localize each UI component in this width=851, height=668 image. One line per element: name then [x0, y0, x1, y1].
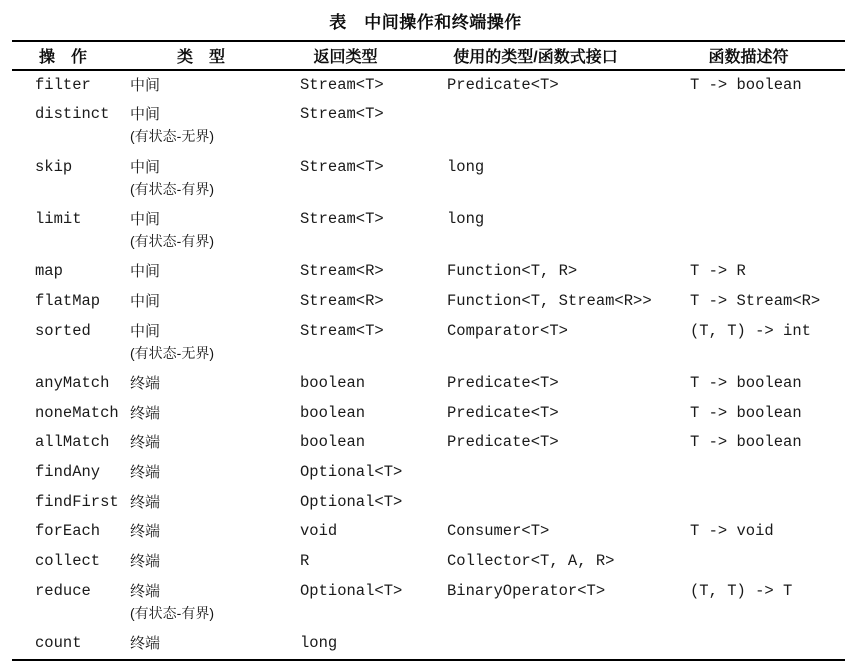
cell-functional-interface: Predicate<T> [447, 433, 559, 452]
cell-type [130, 321, 300, 366]
cell-functional-interface: Predicate<T> [447, 403, 559, 422]
cell-operation: skip [35, 157, 73, 176]
type-label: 中间 [130, 293, 161, 311]
cell-return-type: boolean [300, 374, 366, 393]
cell-return-type: Stream<R> [300, 262, 384, 281]
header-cell-functional-interface: 使用的类型/函数式接口 [453, 49, 618, 67]
type-label: 终端 [130, 375, 161, 393]
cell-functional-interface: Collector<T, A, R> [447, 552, 615, 571]
cell-functional-interface: long [447, 157, 485, 176]
table-body [12, 71, 845, 659]
cell-type [130, 551, 300, 572]
cell-return-type: boolean [300, 403, 366, 422]
table-row [12, 100, 845, 152]
header-cell-operation: 操 作 [38, 49, 87, 67]
type-note: (有状态-无界) [130, 344, 214, 361]
cell-return-type: long [300, 634, 338, 653]
header-cell-return-type: 返回类型 [313, 49, 378, 67]
cell-type [130, 633, 300, 654]
table-row [12, 428, 845, 458]
table-row [12, 399, 845, 429]
cell-functional-interface: Function<T, Stream<R>> [447, 292, 652, 311]
cell-type [130, 75, 300, 96]
cell-return-type: Optional<T> [300, 581, 403, 600]
table-row [12, 577, 845, 629]
cell-operation: forEach [35, 522, 101, 541]
type-note: (有状态-有界) [130, 233, 214, 250]
type-label: 中间 [130, 158, 161, 176]
type-label: 终端 [130, 582, 161, 600]
header-cell-function-descriptor: 函数描述符 [708, 49, 789, 67]
table-row [12, 629, 845, 659]
cell-return-type: Stream<T> [300, 157, 384, 176]
cell-return-type: Stream<T> [300, 210, 384, 229]
type-label: 终端 [130, 404, 161, 422]
table-row [12, 257, 845, 287]
cell-type [130, 521, 300, 542]
cell-operation: filter [35, 75, 91, 94]
table-header-row [12, 42, 845, 69]
cell-function-descriptor: T -> Stream<R> [690, 292, 821, 311]
table-title: 表 中间操作和终端操作 [329, 13, 522, 32]
cell-operation: map [35, 262, 63, 281]
cell-function-descriptor: T -> boolean [690, 403, 802, 422]
table-row [12, 71, 845, 101]
type-label: 终端 [130, 553, 161, 571]
cell-return-type: Optional<T> [300, 492, 403, 511]
table-row [12, 488, 845, 518]
header-cell-type: 类 型 [176, 49, 225, 67]
cell-functional-interface: Comparator<T> [447, 321, 568, 340]
cell-operation: collect [35, 552, 101, 571]
cell-type [130, 492, 300, 513]
table-row [12, 205, 845, 257]
cell-operation: anyMatch [35, 374, 110, 393]
cell-function-descriptor: (T, T) -> T [690, 581, 793, 600]
cell-operation: findFirst [35, 492, 119, 511]
cell-functional-interface: Predicate<T> [447, 374, 559, 393]
cell-function-descriptor: T -> boolean [690, 75, 802, 94]
cell-return-type: Stream<T> [300, 105, 384, 124]
cell-operation: noneMatch [35, 403, 119, 422]
cell-type [130, 432, 300, 453]
cell-operation: sorted [35, 321, 91, 340]
cell-operation: allMatch [35, 433, 110, 452]
type-label: 中间 [130, 263, 161, 281]
cell-operation: limit [35, 210, 82, 229]
cell-return-type: Stream<T> [300, 321, 384, 340]
table-row [12, 369, 845, 399]
cell-type [130, 462, 300, 483]
type-label: 终端 [130, 635, 161, 653]
table-row [12, 153, 845, 205]
cell-functional-interface: Consumer<T> [447, 522, 550, 541]
type-label: 终端 [130, 493, 161, 511]
cell-function-descriptor: T -> boolean [690, 433, 802, 452]
type-note: (有状态-无界) [130, 128, 214, 145]
cell-type [130, 373, 300, 394]
type-label: 终端 [130, 464, 161, 482]
cell-type [130, 261, 300, 282]
table-row [12, 458, 845, 488]
table-row [12, 287, 845, 317]
cell-type [130, 581, 300, 626]
stream-operations-table [12, 40, 845, 661]
cell-return-type: boolean [300, 433, 366, 452]
cell-functional-interface: long [447, 210, 485, 229]
type-label: 中间 [130, 322, 161, 340]
cell-functional-interface: Predicate<T> [447, 75, 559, 94]
cell-type [130, 209, 300, 254]
table-row [12, 547, 845, 577]
cell-type [130, 291, 300, 312]
table-row [12, 517, 845, 547]
type-label: 终端 [130, 434, 161, 452]
type-note: (有状态-有界) [130, 180, 214, 197]
cell-return-type: Stream<R> [300, 292, 384, 311]
table-bottom-rule [12, 659, 845, 661]
cell-function-descriptor: T -> R [690, 262, 746, 281]
type-label: 中间 [130, 211, 161, 229]
cell-return-type: Optional<T> [300, 463, 403, 482]
cell-operation: flatMap [35, 292, 101, 311]
cell-operation: count [35, 634, 82, 653]
cell-functional-interface: BinaryOperator<T> [447, 581, 606, 600]
type-label: 中间 [130, 106, 161, 124]
type-label: 中间 [130, 76, 161, 94]
cell-function-descriptor: T -> boolean [690, 374, 802, 393]
cell-operation: distinct [35, 105, 110, 124]
type-note: (有状态-有界) [130, 604, 214, 621]
cell-type [130, 157, 300, 202]
table-row [12, 317, 845, 369]
cell-return-type: void [300, 522, 338, 541]
type-label: 终端 [130, 523, 161, 541]
cell-type [130, 104, 300, 149]
cell-function-descriptor: T -> void [690, 522, 774, 541]
cell-type [130, 403, 300, 424]
cell-functional-interface: Function<T, R> [447, 262, 578, 281]
cell-return-type: R [300, 552, 310, 571]
cell-operation: reduce [35, 581, 91, 600]
cell-function-descriptor: (T, T) -> int [690, 321, 811, 340]
cell-operation: findAny [35, 463, 101, 482]
cell-return-type: Stream<T> [300, 75, 384, 94]
